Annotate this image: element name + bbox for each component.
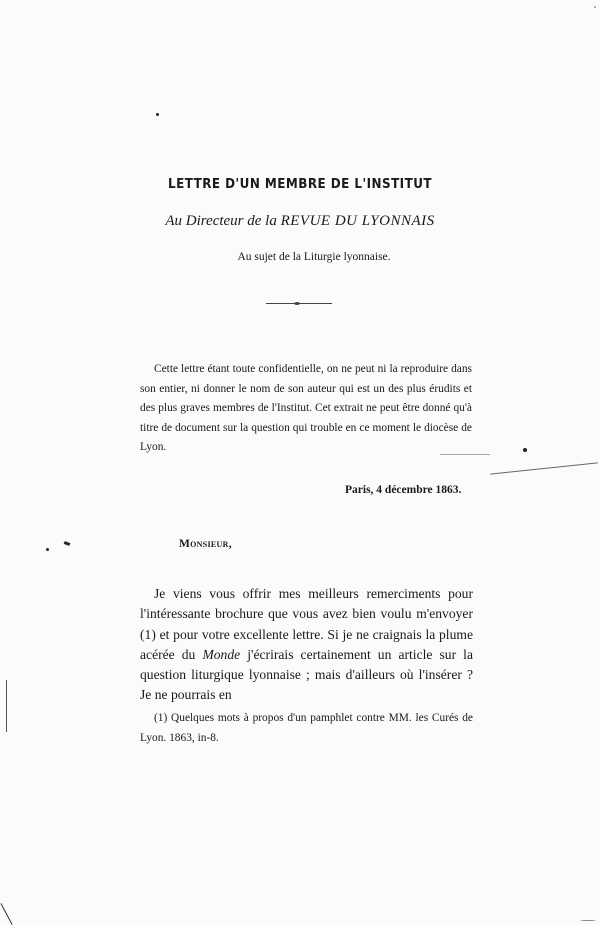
letter-body <box>140 584 473 706</box>
letter-title: LETTRE D'UN MEMBRE DE L'INSTITUT <box>167 177 433 192</box>
ornamental-divider <box>266 303 332 304</box>
footnote-reference: (1) <box>140 626 156 642</box>
scan-edge-line <box>490 462 598 474</box>
scan-speck <box>46 548 49 551</box>
footnote-text: (1) Quelques mots à propos d'un pamphlet contre MM. les Curés de Lyon. 1863, in-8. <box>140 712 473 744</box>
intro-paragraph <box>140 360 472 458</box>
letter-topic: Au sujet de la Liturgie lyonnaise. <box>237 251 391 263</box>
letter-subtitle <box>0 213 600 230</box>
body-text-1: Je viens vous offrir mes meilleurs remerciments pour l'intéressante brochure que vous avez bien voulu m'envoyer <box>140 586 473 622</box>
salutation: Monsieur, <box>179 538 232 550</box>
scan-edge-line <box>0 903 12 925</box>
subtitle-publication: REVUE DU LYONNAIS <box>280 213 435 229</box>
scan-speck <box>156 113 159 116</box>
scan-edge-line <box>6 680 7 732</box>
body-text-3: j'écrirais certainement un article sur la question liturgique lyonnaise ; mais d'ailleurs où l'insérer ? Je ne pourrais en <box>140 646 473 703</box>
scan-speck <box>523 448 527 452</box>
scan-speck <box>64 541 71 546</box>
scan-speck <box>580 920 596 921</box>
scan-speck <box>440 454 490 455</box>
body-italic-title: Monde <box>202 646 241 662</box>
subtitle-prefix: Au Directeur de la <box>165 213 281 229</box>
footnote <box>140 709 473 748</box>
dateline: Paris, 4 décembre 1863. <box>345 484 462 496</box>
body-paragraph <box>140 584 473 706</box>
intro-text: Cette lettre étant toute confidentielle, on ne peut ni la reproduire dans son entier, ni donner le nom de son auteur qui est un des plus érudits et des plus graves membres de l'Institut. Cet extrait ne peut être donné qu'à titre de document sur la question qui trouble en ce moment le diocèse de Lyon. <box>140 363 472 454</box>
body-text-2: et pour votre excellente lettre. Si je ne craignais la plume acérée du <box>140 626 473 662</box>
scan-speck <box>594 6 596 8</box>
